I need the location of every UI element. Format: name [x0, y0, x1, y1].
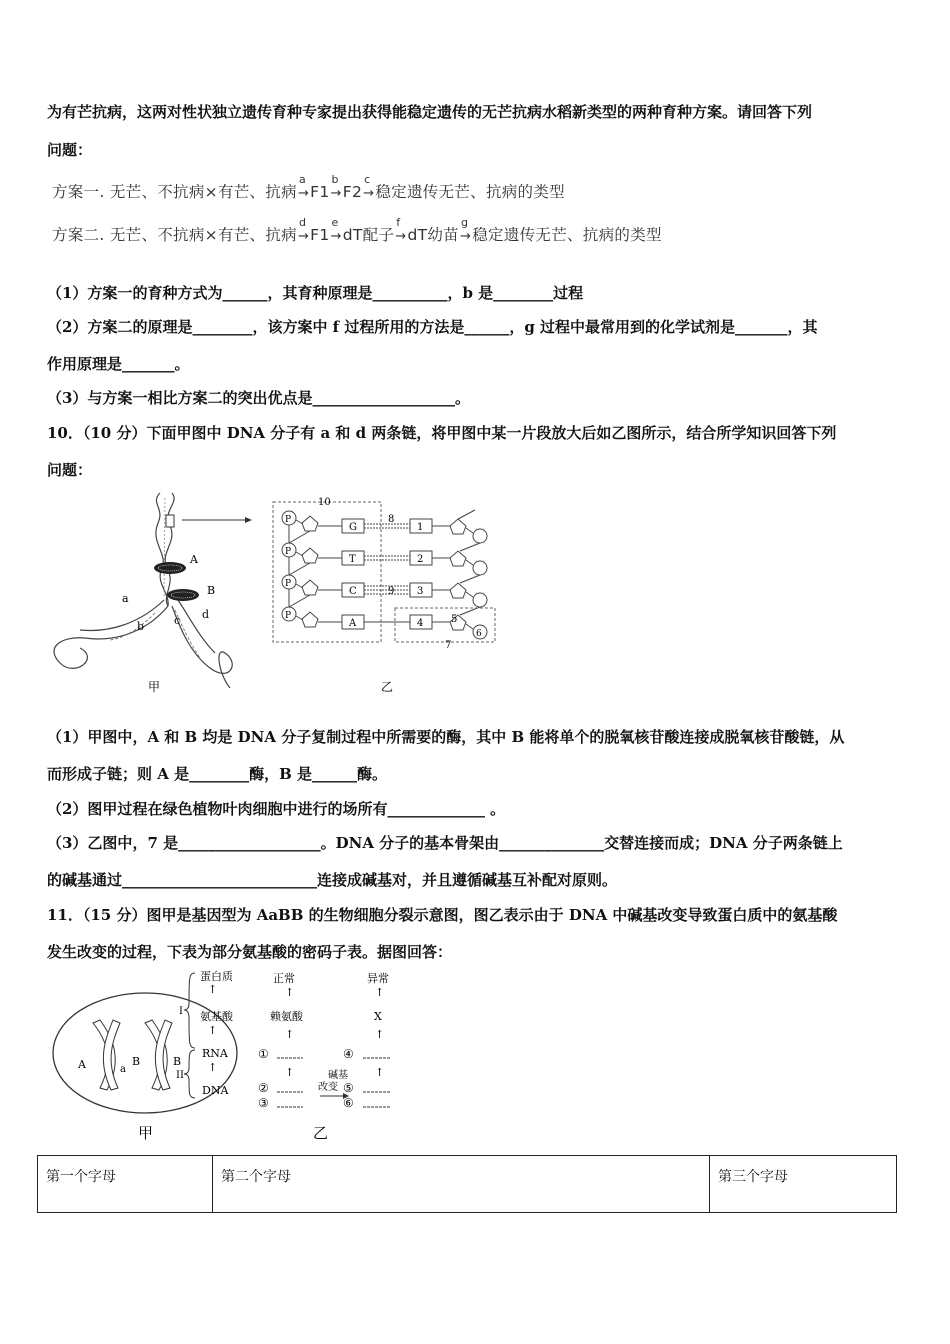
label-II: II [176, 1070, 184, 1081]
label-X: X [374, 1010, 382, 1023]
label-yi: 乙 [313, 1124, 329, 1142]
intro-line-2: 问题： [47, 141, 93, 159]
base-A: A [349, 618, 357, 629]
cell-label-B2: B [173, 1055, 182, 1068]
arrow-right-icon: → [395, 229, 407, 244]
q9-sub2a: （2）方案二的原理是________，该方案中 f 过程所用的方法是______，g 过程中最常用到的化学试剂是_______，其 [47, 318, 818, 336]
label-normal: 正常 [273, 972, 295, 985]
label-B: B [207, 584, 216, 597]
arrow-up-icon: ↑ [208, 1061, 218, 1074]
label-a: a [122, 592, 129, 605]
label-abnormal: 异常 [367, 972, 389, 985]
arrow-up-icon: ↑ [285, 1028, 295, 1041]
label-protein: 蛋白质 [200, 970, 233, 983]
label-P-3: P [285, 579, 292, 589]
label-P-1: P [285, 515, 292, 525]
scheme-two-prefix: 方案二. 无芒、不抗病×有芒、抗病 [52, 226, 297, 244]
scheme-two-f1: F1 [310, 226, 330, 244]
base-3: 3 [417, 586, 424, 597]
label-10: 10 [318, 497, 331, 508]
label-P-4: P [285, 611, 292, 621]
q10-sub3b: 的碱基通过__________________________连接成碱基对，并且遵循碱基互补配对原则。 [47, 871, 618, 889]
table-header-first: 第一个字母 [38, 1156, 213, 1213]
scheme-one-suffix: 稳定遗传无芒、抗病的类型 [375, 183, 565, 201]
arrow-up-icon: ↑ [375, 1028, 385, 1041]
intro-line-1: 为有芒抗病，这两对性状独立遗传育种专家提出获得能稳定遗传的无芒抗病水稻新类型的两种育种方案。请回答下列 [47, 103, 813, 121]
arrow-right-icon: → [459, 229, 472, 244]
label-change-1: 碱基 [328, 1070, 348, 1081]
q10-line-2: 问题： [47, 461, 93, 479]
scheme-two-mid1: dT配子 [342, 226, 395, 244]
label-b: b [137, 620, 145, 633]
table-row [38, 1156, 897, 1213]
label-A: A [190, 553, 198, 566]
arrow-up-icon: ↑ [285, 986, 295, 999]
label-c4: ④ [343, 1047, 354, 1061]
arrow-up-icon: ↑ [375, 1066, 385, 1079]
label-I: I [179, 1006, 183, 1017]
arrow-up-icon: ↑ [375, 986, 385, 999]
label-change-2: 改变 [318, 1082, 338, 1093]
cell-division-figure [45, 968, 415, 1148]
label-7: 7 [445, 640, 452, 651]
label-jia: 甲 [138, 1124, 154, 1142]
arrow-up-icon: ↑ [208, 983, 218, 996]
arrow-right-icon: → [330, 229, 342, 244]
q9-sub2b: 作用原理是_______。 [47, 355, 190, 373]
arrow-label-b: b [331, 173, 339, 186]
arrow-label-g: g [460, 216, 469, 229]
label-8: 8 [388, 514, 395, 525]
label-jia: 甲 [148, 680, 161, 694]
q10-sub3a: （3）乙图中，7 是___________________。DNA 分子的基本骨架由______________交替连接而成；DNA 分子两条链上 [47, 834, 843, 852]
scheme-one-f1: F1 [310, 183, 330, 201]
arrow-label-c: c [364, 173, 371, 186]
q11-line-2: 发生改变的过程，下表为部分氨基酸的密码子表。据图回答： [47, 943, 453, 961]
cell-label-A: A [78, 1058, 86, 1071]
label-rna: RNA [202, 1047, 228, 1060]
q9-sub1: （1）方案一的育种方式为______，其育种原理是__________，b 是________过程 [47, 284, 584, 302]
label-c: c [174, 614, 181, 627]
scheme-one-prefix: 方案一. 无芒、不抗病×有芒、抗病 [52, 183, 297, 201]
cell-label-B1: B [132, 1055, 141, 1068]
arrow-right-icon: → [297, 229, 310, 244]
q10-sub2: （2）图甲过程在绿色植物叶肉细胞中进行的场所有_____________ 。 [47, 800, 506, 818]
label-yi: 乙 [381, 680, 394, 694]
scheme-one-f2: F2 [342, 183, 363, 201]
base-G: G [349, 522, 357, 533]
scheme-two-mid2: dT幼苗 [407, 226, 459, 244]
arrow-label-d: d [298, 216, 307, 229]
base-T: T [349, 554, 356, 565]
arrow-right-icon: → [330, 186, 342, 201]
q10-sub1a: （1）甲图中，A 和 B 均是 DNA 分子复制过程中所需要的酶，其中 B 能将单个的脱氧核苷酸连接成脱氧核苷酸链，从 [47, 728, 845, 746]
arrow-label-a: a [298, 173, 306, 186]
label-amino: 氨基酸 [200, 1010, 233, 1023]
table-header-third: 第三个字母 [710, 1156, 897, 1213]
label-c6: ⑥ [343, 1096, 354, 1110]
q11-line-1: 11．（15 分）图甲是基因型为 AaBB 的生物细胞分裂示意图，图乙表示由于 DNA 中碱基改变导致蛋白质中的氨基酸 [47, 906, 838, 924]
dna-replication-figure [40, 488, 500, 698]
cell-label-a: a [120, 1064, 126, 1075]
arrow-right-icon: → [297, 186, 310, 201]
label-P-2: P [285, 547, 292, 557]
label-9: 9 [388, 586, 395, 597]
scheme-two [52, 216, 662, 245]
scheme-one [52, 173, 565, 202]
base-1: 1 [417, 522, 424, 533]
label-c1: ① [258, 1047, 269, 1061]
label-6: 6 [476, 629, 482, 639]
arrow-label-f: f [396, 216, 401, 229]
base-2: 2 [417, 554, 424, 565]
label-c3: ③ [258, 1096, 269, 1110]
arrow-right-icon: → [363, 186, 375, 201]
label-d: d [202, 608, 210, 621]
q9-sub3: （3）与方案一相比方案二的突出优点是___________________。 [47, 389, 470, 407]
base-C: C [349, 586, 357, 597]
label-5: 5 [451, 614, 458, 625]
arrow-up-icon: ↑ [285, 1066, 295, 1079]
q10-sub1b: 而形成子链；则 A 是________酶，B 是______酶。 [47, 765, 387, 783]
base-4: 4 [417, 618, 424, 629]
q10-line-1: 10．（10 分）下面甲图中 DNA 分子有 a 和 d 两条链，将甲图中某一片段放大后如乙图所示，结合所学知识回答下列 [47, 424, 837, 442]
label-c2: ② [258, 1081, 269, 1095]
arrow-label-e: e [331, 216, 339, 229]
label-lys: 赖氨酸 [270, 1010, 303, 1023]
label-c5: ⑤ [343, 1081, 354, 1095]
label-dna: DNA [202, 1084, 229, 1097]
table-header-second: 第二个字母 [213, 1156, 710, 1213]
codon-table [37, 1155, 897, 1213]
scheme-two-suffix: 稳定遗传无芒、抗病的类型 [472, 226, 662, 244]
arrow-up-icon: ↑ [208, 1024, 218, 1037]
